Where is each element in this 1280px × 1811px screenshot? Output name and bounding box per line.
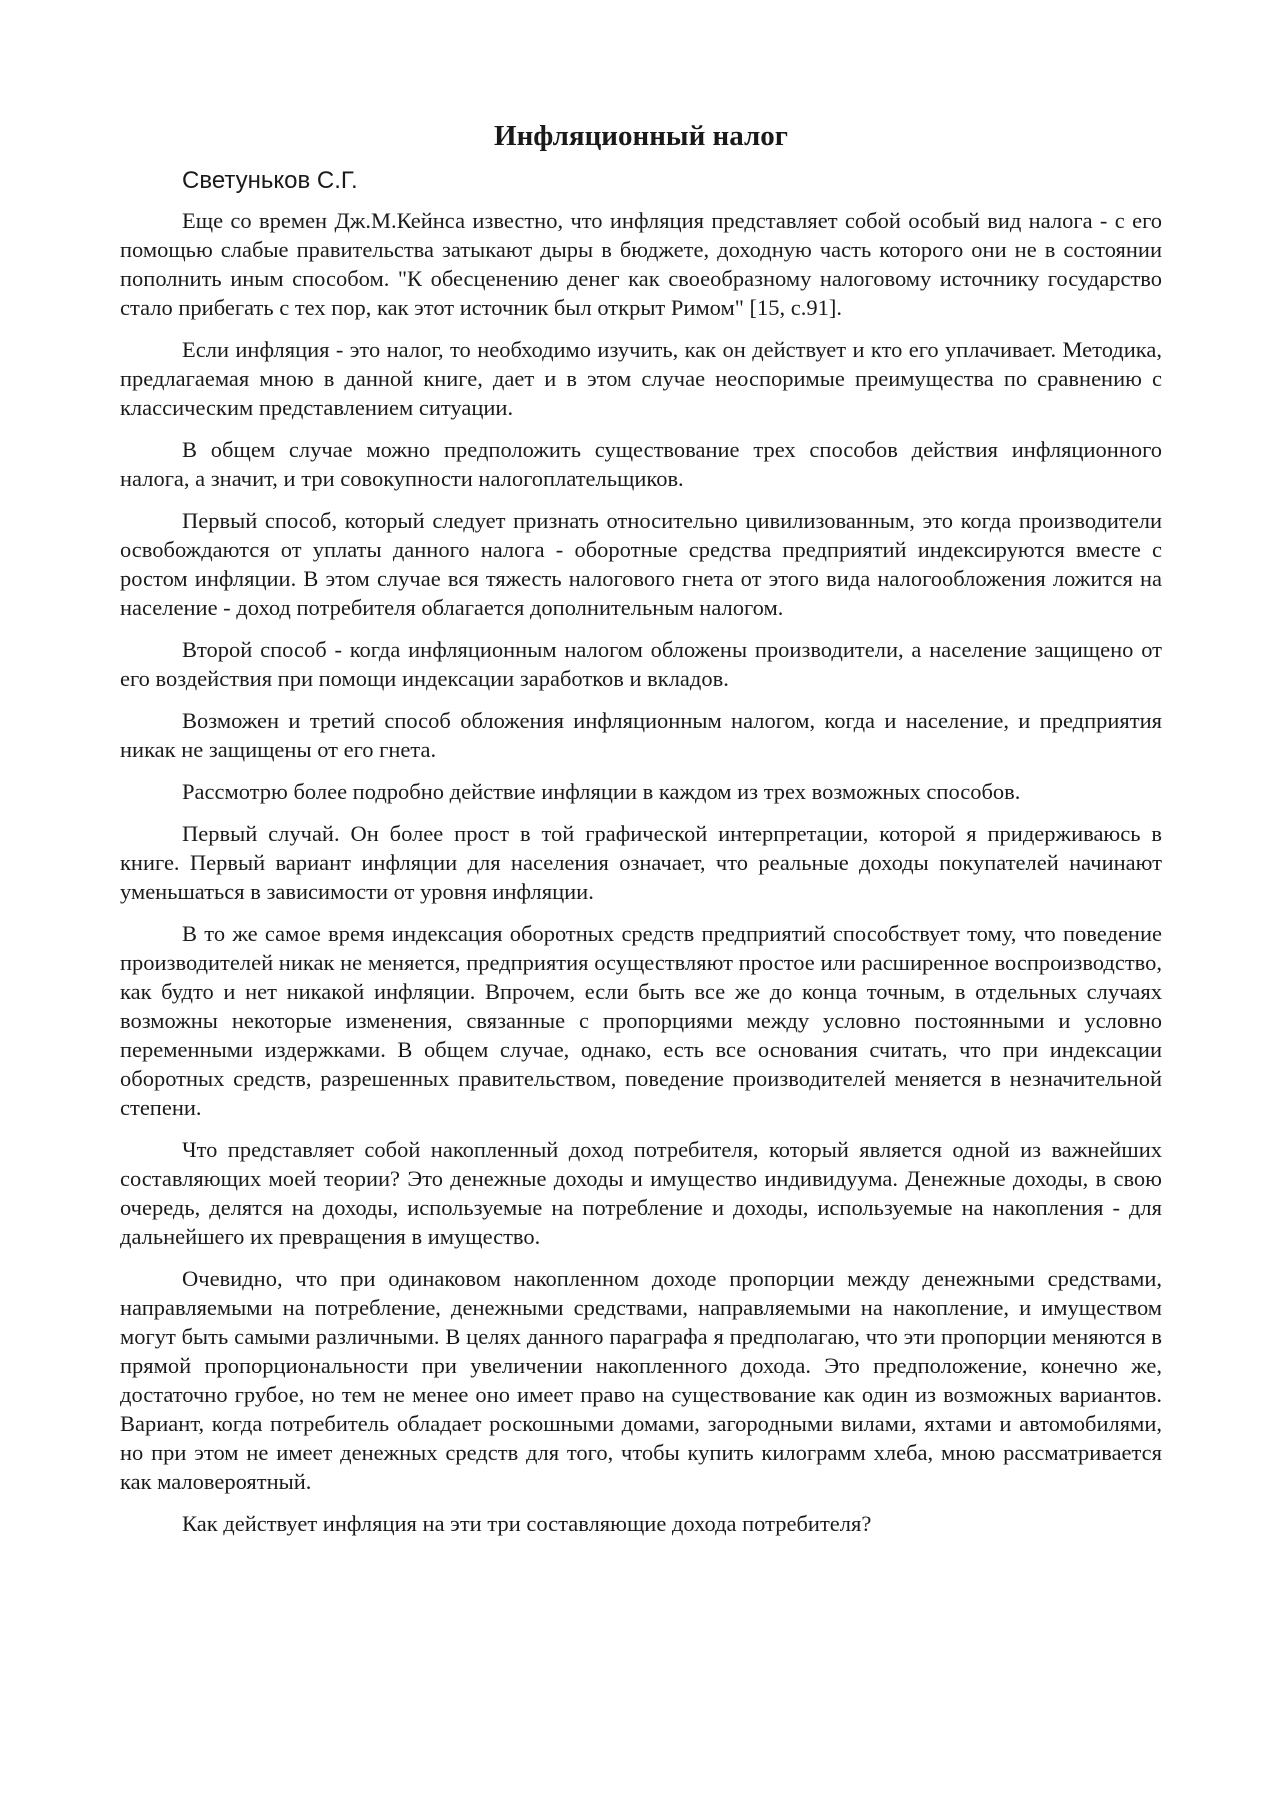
paragraph: Если инфляция - это налог, то необходимо изучить, как он действует и кто его уплачивает. Методика, предлагаемая мною в данной книге, дает и в этом случае неоспоримые преимущества по сравнению с классическим представлением ситуации. [120, 337, 1162, 420]
paragraph: Как действует инфляция на эти три составляющие дохода потребителя? [182, 1511, 872, 1536]
paragraph: Возможен и третий способ обложения инфляционным налогом, когда и население, и предприятия никак не защищены от его гнета. [120, 708, 1162, 762]
document-page [120, 118, 1162, 1551]
paragraph: Что представляет собой накопленный доход потребителя, который является одной из важнейших составляющих моей теории? Это денежные доходы и имущество индивидуума. Денежные доходы, в свою очередь, делятся на доходы, используемые на потребление и доходы, используемые на накопления - для дальнейшего их превращения в имущество. [120, 1137, 1162, 1249]
paragraph: Первый способ, который следует признать относительно цивилизованным, это когда производители освобождаются от уплаты данного налога - оборотные средства предприятий индексируются вместе с ростом инфляции. В этом случае вся тяжесть налогового гнета от этого вида налогообложения ложится на население - доход потребителя облагается дополнительным налогом. [120, 508, 1162, 620]
paragraph: Второй способ - когда инфляционным налогом обложены производители, а население защищено от его воздействия при помощи индексации заработков и вкладов. [120, 637, 1162, 691]
paragraph: Очевидно, что при одинаковом накопленном доходе пропорции между денежными средствами, направляемыми на потребление, денежными средствами, направляемыми на накопление, и имуществом могут быть самыми различными. В целях данного параграфа я предполагаю, что эти пропорции меняются в прямой пропорциональности при увеличении накопленного дохода. Это предположение, конечно же, достаточно грубое, но тем не менее оно имеет право на существование как один из возможных вариантов. Вариант, когда потребитель обладает роскошными домами, загородными вилами, яхтами и автомобилями, но при этом не имеет денежных средств для того, чтобы купить килограмм хлеба, мною рассматривается как маловероятный. [120, 1266, 1162, 1494]
paragraph: Еще со времен Дж.М.Кейнса известно, что инфляция представляет собой особый вид налога - с его помощью слабые правительства затыкают дыры в бюджете, доходную часть которого они не в состоянии пополнить иным способом. "К обесценению денег как своеобразному налоговому источнику государство стало прибегать с тех пор, как этот источник был открыт Римом" [15, с.91]. [120, 208, 1162, 320]
paragraph: В общем случае можно предположить существование трех способов действия инфляционного налога, а значит, и три совокупности налогоплательщиков. [120, 437, 1162, 491]
document-author: Светуньков С.Г. [182, 167, 358, 194]
paragraph: Рассмотрю более подробно действие инфляции в каждом из трех возможных способов. [182, 779, 1021, 804]
document-title: Инфляционный налог [494, 120, 788, 152]
paragraph: Первый случай. Он более прост в той графической интерпретации, которой я придерживаюсь в книге. Первый вариант инфляции для населения означает, что реальные доходы покупателей начинают уменьшаться в зависимости от уровня инфляции. [120, 821, 1162, 904]
paragraph: В то же самое время индексация оборотных средств предприятий способствует тому, что поведение производителей никак не меняется, предприятия осуществляют простое или расширенное воспроизводство, как будто и нет никакой инфляции. Впрочем, если быть все же до конца точным, в отдельных случаях возможны некоторые изменения, связанные с пропорциями между условно постоянными и условно переменными издержками. В общем случае, однако, есть все основания считать, что при индексации оборотных средств, разрешенных правительством, поведение производителей меняется в незначительной степени. [120, 921, 1162, 1120]
